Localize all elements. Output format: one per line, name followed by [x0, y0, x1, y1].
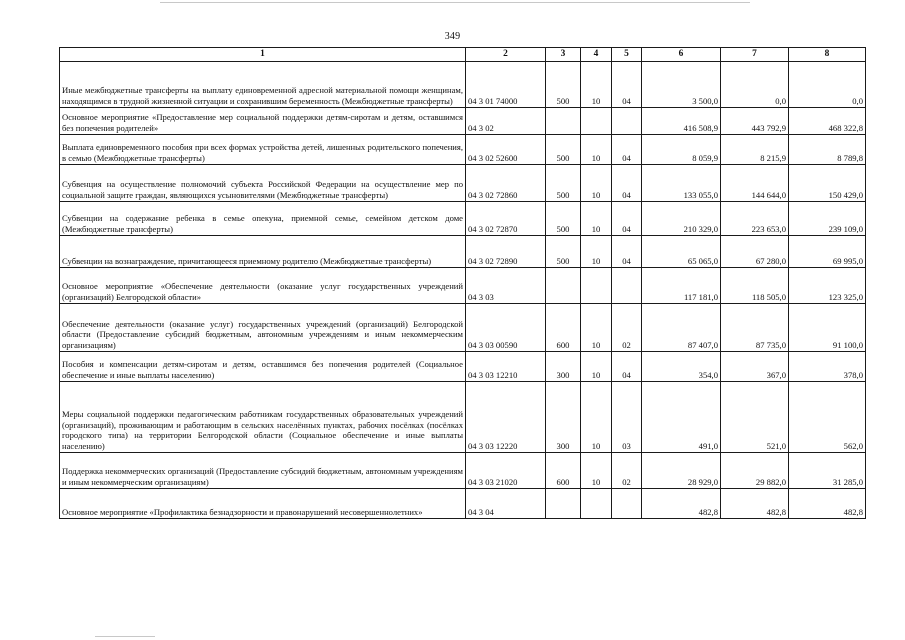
- row-code: 04 3 04: [466, 489, 546, 519]
- table-row: [60, 352, 866, 382]
- header-cell: 4: [581, 48, 612, 62]
- row-c5: 04: [612, 62, 642, 108]
- row-v6: 482,8: [642, 489, 721, 519]
- row-c5: 03: [612, 382, 642, 453]
- row-code: 04 3 03 00590: [466, 304, 546, 352]
- table-row: [60, 236, 866, 268]
- row-c5: 04: [612, 236, 642, 268]
- row-v6: 416 508,9: [642, 108, 721, 135]
- row-v8: 239 109,0: [789, 202, 866, 236]
- row-v7: 443 792,9: [721, 108, 789, 135]
- row-v7: 29 882,0: [721, 453, 789, 489]
- table-row: [60, 62, 866, 108]
- scan-edge-top: [160, 2, 750, 3]
- row-code: 04 3 03: [466, 268, 546, 304]
- row-c3: 500: [546, 135, 581, 165]
- table-row: [60, 135, 866, 165]
- row-v8: 123 325,0: [789, 268, 866, 304]
- row-v7: 482,8: [721, 489, 789, 519]
- row-c3: 300: [546, 352, 581, 382]
- row-c5: 04: [612, 352, 642, 382]
- row-v6: 65 065,0: [642, 236, 721, 268]
- row-v6: 133 055,0: [642, 165, 721, 202]
- row-v8: 8 789,8: [789, 135, 866, 165]
- row-name: Субвенции на содержание ребенка в семье опекуна, приемной семье, семейном детском доме (Межбюджетные трансферты): [60, 202, 466, 236]
- row-c5: [612, 268, 642, 304]
- row-v6: 491,0: [642, 382, 721, 453]
- row-v8: 562,0: [789, 382, 866, 453]
- row-name: Обеспечение деятельности (оказание услуг) государственных учреждений (организаций) Белгородской области (Предоставление субсидий бюджетным, автономным учреждениям и иным некоммерческим организациям): [60, 304, 466, 352]
- scan-edge-bottom: [95, 636, 155, 637]
- row-c3: 600: [546, 453, 581, 489]
- row-v6: 3 500,0: [642, 62, 721, 108]
- table-row: [60, 453, 866, 489]
- row-c5: 04: [612, 165, 642, 202]
- row-v8: 378,0: [789, 352, 866, 382]
- row-code: 04 3 02 52600: [466, 135, 546, 165]
- row-name: Поддержка некоммерческих организаций (Предоставление субсидий бюджетным, автономным учреждениям и иным некоммерческим организациям): [60, 453, 466, 489]
- row-v6: 354,0: [642, 352, 721, 382]
- row-v6: 117 181,0: [642, 268, 721, 304]
- row-c4: 10: [581, 135, 612, 165]
- row-v7: 521,0: [721, 382, 789, 453]
- row-c5: 02: [612, 304, 642, 352]
- header-cell: 5: [612, 48, 642, 62]
- row-c4: 10: [581, 165, 612, 202]
- table-header-row: [60, 48, 866, 62]
- header-cell: 1: [60, 48, 466, 62]
- row-v8: 468 322,8: [789, 108, 866, 135]
- header-cell: 8: [789, 48, 866, 62]
- row-v8: 69 995,0: [789, 236, 866, 268]
- row-v7: 67 280,0: [721, 236, 789, 268]
- row-c3: 500: [546, 202, 581, 236]
- row-c5: 04: [612, 202, 642, 236]
- page-number: 349: [444, 31, 461, 42]
- row-name: Основное мероприятие «Предоставление мер социальной поддержки детям-сиротам и детям, оставшимся без попечения родителей»: [60, 108, 466, 135]
- row-name: Субвенции на вознаграждение, причитающееся приемному родителю (Межбюджетные трансферты): [60, 236, 466, 268]
- row-c4: 10: [581, 202, 612, 236]
- row-c3: [546, 268, 581, 304]
- row-v7: 0,0: [721, 62, 789, 108]
- row-c5: [612, 489, 642, 519]
- row-c3: [546, 108, 581, 135]
- table-row: [60, 202, 866, 236]
- row-c4: [581, 108, 612, 135]
- row-v6: 87 407,0: [642, 304, 721, 352]
- row-v6: 28 929,0: [642, 453, 721, 489]
- row-c5: 02: [612, 453, 642, 489]
- row-code: 04 3 02 72860: [466, 165, 546, 202]
- header-cell: 6: [642, 48, 721, 62]
- row-c4: 10: [581, 382, 612, 453]
- row-code: 04 3 02: [466, 108, 546, 135]
- row-name: Меры социальной поддержки педагогическим работникам государственных образовательных учреждений (организаций), проживающим и работающим в сельских населённых пунктах, рабочих посёлках (посёлках городского типа) на территории Белгородской области (Социальное обеспечение и иные выплаты населению): [60, 382, 466, 453]
- row-c3: 300: [546, 382, 581, 453]
- row-c4: [581, 489, 612, 519]
- row-c3: 500: [546, 165, 581, 202]
- row-name: Пособия и компенсации детям-сиротам и детям, оставшимся без попечения родителей (Социальное обеспечение и иные выплаты населению): [60, 352, 466, 382]
- row-code: 04 3 03 12210: [466, 352, 546, 382]
- row-v7: 8 215,9: [721, 135, 789, 165]
- row-name: Выплата единовременного пособия при всех формах устройства детей, лишенных родительского попечения, в семью (Межбюджетные трансферты): [60, 135, 466, 165]
- row-v8: 482,8: [789, 489, 866, 519]
- table-row: [60, 108, 866, 135]
- row-code: 04 3 03 12220: [466, 382, 546, 453]
- row-v8: 150 429,0: [789, 165, 866, 202]
- row-c4: 10: [581, 352, 612, 382]
- row-v6: 8 059,9: [642, 135, 721, 165]
- row-c4: 10: [581, 236, 612, 268]
- row-v6: 210 329,0: [642, 202, 721, 236]
- row-code: 04 3 01 74000: [466, 62, 546, 108]
- header-cell: 2: [466, 48, 546, 62]
- row-c4: [581, 268, 612, 304]
- header-cell: 3: [546, 48, 581, 62]
- row-v8: 31 285,0: [789, 453, 866, 489]
- header-cell: 7: [721, 48, 789, 62]
- table-row: [60, 268, 866, 304]
- row-code: 04 3 02 72870: [466, 202, 546, 236]
- row-c3: [546, 489, 581, 519]
- row-c5: 04: [612, 135, 642, 165]
- row-c4: 10: [581, 62, 612, 108]
- row-v8: 91 100,0: [789, 304, 866, 352]
- table-row: [60, 165, 866, 202]
- row-v7: 367,0: [721, 352, 789, 382]
- row-c3: 600: [546, 304, 581, 352]
- row-c4: 10: [581, 304, 612, 352]
- row-code: 04 3 02 72890: [466, 236, 546, 268]
- row-name: Иные межбюджетные трансферты на выплату единовременной адресной материальной помощи женщинам, находящимся в трудной жизненной ситуации и сохранившим беременность (Межбюджетные трансферты): [60, 62, 466, 108]
- table-row: [60, 304, 866, 352]
- row-code: 04 3 03 21020: [466, 453, 546, 489]
- row-c3: 500: [546, 62, 581, 108]
- table-row: [60, 489, 866, 519]
- row-c5: [612, 108, 642, 135]
- row-v7: 223 653,0: [721, 202, 789, 236]
- row-v7: 87 735,0: [721, 304, 789, 352]
- row-v7: 118 505,0: [721, 268, 789, 304]
- row-v7: 144 644,0: [721, 165, 789, 202]
- table-row: [60, 382, 866, 453]
- row-c4: 10: [581, 453, 612, 489]
- row-name: Субвенция на осуществление полномочий субъекта Российской Федерации на осуществление мер по социальной защите граждан, являющихся усыновителями (Межбюджетные трансферты): [60, 165, 466, 202]
- row-name: Основное мероприятие «Профилактика безнадзорности и правонарушений несовершеннолетних»: [60, 489, 466, 519]
- row-name: Основное мероприятие «Обеспечение деятельности (оказание услуг государственных учреждений (организаций) Белгородской области»: [60, 268, 466, 304]
- budget-table: [59, 47, 866, 519]
- row-c3: 500: [546, 236, 581, 268]
- row-v8: 0,0: [789, 62, 866, 108]
